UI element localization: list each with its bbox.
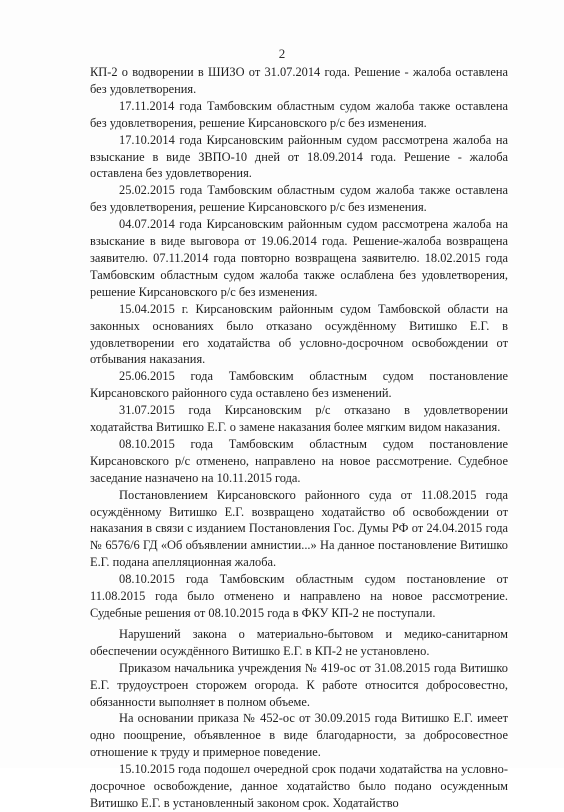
paragraph: 15.04.2015 г. Кирсановским районным судом Тамбовской области на законных основаниях было отказано осуждённому Витишко Е.Г. в удовлетворении его ходатайства об условно-досрочном освобождении от отбывания наказания. bbox=[90, 301, 508, 367]
paragraph: Постановлением Кирсановского районного суда от 11.08.2015 года осуждённому Витишко Е.Г. возвращено ходатайство об освобождении от наказания в связи с изданием Постановления Гос. Думы РФ от 24.04.2015 года № 6576/6 ГД «Об объявлении амнистии...» На данное постановление Витишко Е.Г. подана апелляционная жалоба. bbox=[90, 487, 508, 570]
paragraph: 04.07.2014 года Кирсановским районным судом рассмотрена жалоба на взыскание в виде выговора от 19.06.2014 года. Решение-жалоба возвращена заявителю. 07.11.2014 года повторно возвращена заявителю. 18.02.2015 года Тамбовским областным судом жалоба также ослаблена без удовлетворения, решение Кирсановского р/с без изменения. bbox=[90, 217, 508, 299]
paragraph: 25.02.2015 года Тамбовским областным судом жалоба также оставлена без удовлетворения, решение Кирсановского р/с без изменения. bbox=[90, 183, 508, 215]
paragraph: 17.11.2014 года Тамбовским областным судом жалоба также оставлена без удовлетворения, решение Кирсановского р/с без изменения. bbox=[90, 98, 508, 130]
paragraph: На основании приказа № 452-ос от 30.09.2015 года Витишко Е.Г. имеет одно поощрение, объявленное в виде благодарности, за добросовестное отношение к труду и примерное поведение. bbox=[90, 711, 508, 760]
paragraph: 08.10.2015 года Тамбовским областным судом постановление Кирсановского р/с отменено, направлено на новое рассмотрение. Судебное заседание назначено на 10.11.2015 года. bbox=[90, 436, 508, 485]
paragraph: Приказом начальника учреждения № 419-ос от 31.08.2015 года Витишко Е.Г. трудоустроен сторожем огорода. К работе относится добросовестно, обязанности выполняет в полном объеме. bbox=[90, 660, 508, 709]
document-body bbox=[90, 64, 508, 812]
paragraph: 25.06.2015 года Тамбовским областным судом постановление Кирсановского районного суда оставлено без изменений. bbox=[90, 369, 508, 401]
paragraph: 15.10.2015 года подошел очередной срок подачи ходатайства на условно-досрочное освобождение, данное ходатайство было подано осужденным Витишко Е.Г. в установленный законом срок. Ходатайство bbox=[90, 762, 508, 810]
paragraph: Нарушений закона о материально-бытовом и медико-санитарном обеспечении осуждённого Витишко Е.Г. в КП-2 не установлено. bbox=[90, 626, 508, 658]
paragraph: 31.07.2015 года Кирсановским р/с отказано в удовлетворении ходатайства Витишко Е.Г. о замене наказания более мягким видом наказания. bbox=[90, 403, 508, 435]
paragraph: 17.10.2014 года Кирсановским районным судом рассмотрена жалоба на взыскание в виде ЗВПО-10 дней от 18.09.2014 года. Решение - жалоба оставлена без удовлетворения. bbox=[90, 132, 508, 181]
paragraph: 08.10.2015 года Тамбовским областным судом постановление от 11.08.2015 года было отменено и направлено на новое рассмотрение. Судебные решения от 08.10.2015 года в ФКУ КП-2 не поступали. bbox=[90, 572, 508, 620]
paragraph-continuation: КП-2 о водворении в ШИЗО от 31.07.2014 года. Решение - жалоба оставлена без удовлетворения. bbox=[90, 65, 508, 96]
page-number: 2 bbox=[278, 46, 286, 61]
